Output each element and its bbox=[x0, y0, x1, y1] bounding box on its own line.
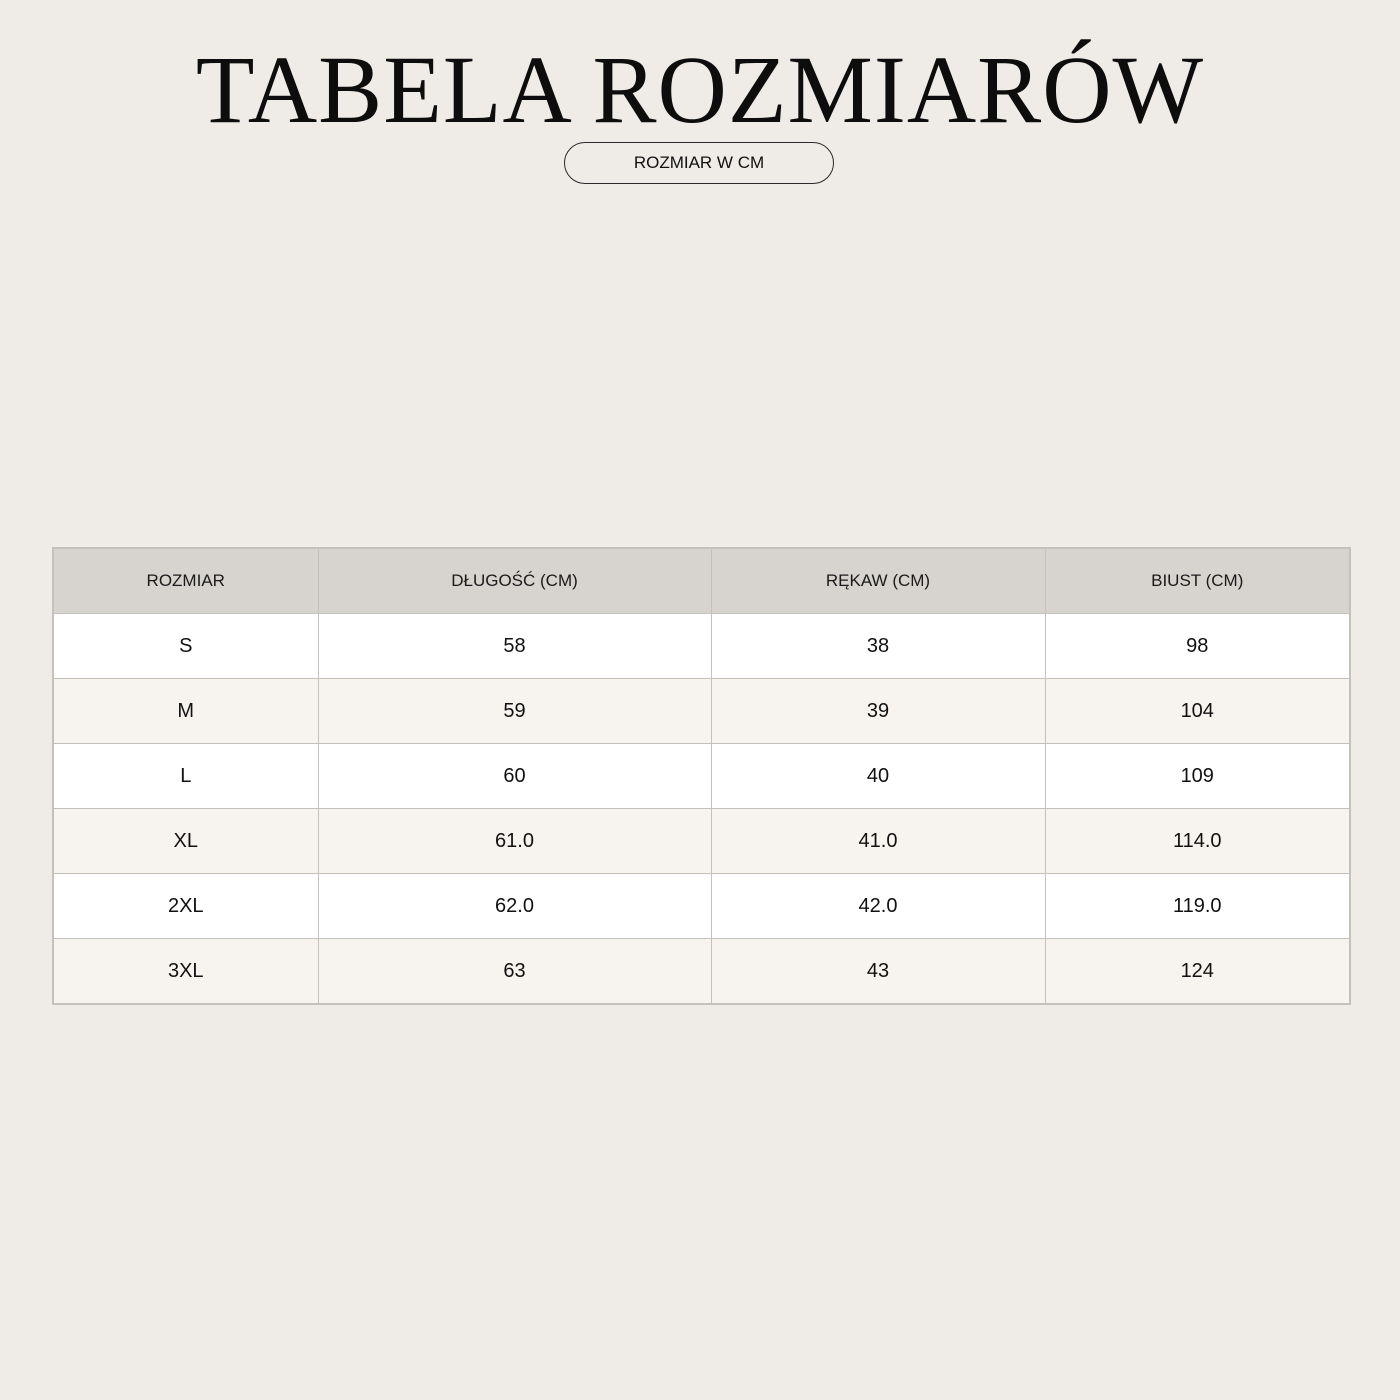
cell-sleeve: 43 bbox=[711, 939, 1045, 1005]
cell-size: M bbox=[53, 679, 318, 744]
table-row bbox=[53, 614, 1350, 679]
cell-length: 62.0 bbox=[318, 874, 711, 939]
cell-size: L bbox=[53, 744, 318, 809]
column-header-bust: BIUST (CM) bbox=[1045, 548, 1350, 614]
cell-sleeve: 39 bbox=[711, 679, 1045, 744]
cell-length: 63 bbox=[318, 939, 711, 1005]
cell-length: 61.0 bbox=[318, 809, 711, 874]
cell-length: 58 bbox=[318, 614, 711, 679]
table-row bbox=[53, 744, 1350, 809]
table-row bbox=[53, 874, 1350, 939]
column-header-length: DŁUGOŚĆ (CM) bbox=[318, 548, 711, 614]
cell-sleeve: 42.0 bbox=[711, 874, 1045, 939]
size-chart-table bbox=[52, 547, 1351, 1005]
cell-bust: 98 bbox=[1045, 614, 1350, 679]
cell-sleeve: 40 bbox=[711, 744, 1045, 809]
column-header-size: ROZMIAR bbox=[53, 548, 318, 614]
cell-size: 2XL bbox=[53, 874, 318, 939]
cell-sleeve: 38 bbox=[711, 614, 1045, 679]
cell-sleeve: 41.0 bbox=[711, 809, 1045, 874]
table-row bbox=[53, 679, 1350, 744]
cell-bust: 109 bbox=[1045, 744, 1350, 809]
page-title: TABELA ROZMIARÓW bbox=[195, 36, 1205, 143]
cell-size: 3XL bbox=[53, 939, 318, 1005]
cell-bust: 119.0 bbox=[1045, 874, 1350, 939]
table-header-row bbox=[53, 548, 1350, 614]
table-row bbox=[53, 939, 1350, 1005]
cell-bust: 104 bbox=[1045, 679, 1350, 744]
table-row bbox=[53, 809, 1350, 874]
cell-size: S bbox=[53, 614, 318, 679]
column-header-sleeve: RĘKAW (CM) bbox=[711, 548, 1045, 614]
cell-size: XL bbox=[53, 809, 318, 874]
cell-bust: 114.0 bbox=[1045, 809, 1350, 874]
unit-label-badge: ROZMIAR W CM bbox=[564, 142, 834, 184]
cell-bust: 124 bbox=[1045, 939, 1350, 1005]
cell-length: 60 bbox=[318, 744, 711, 809]
cell-length: 59 bbox=[318, 679, 711, 744]
